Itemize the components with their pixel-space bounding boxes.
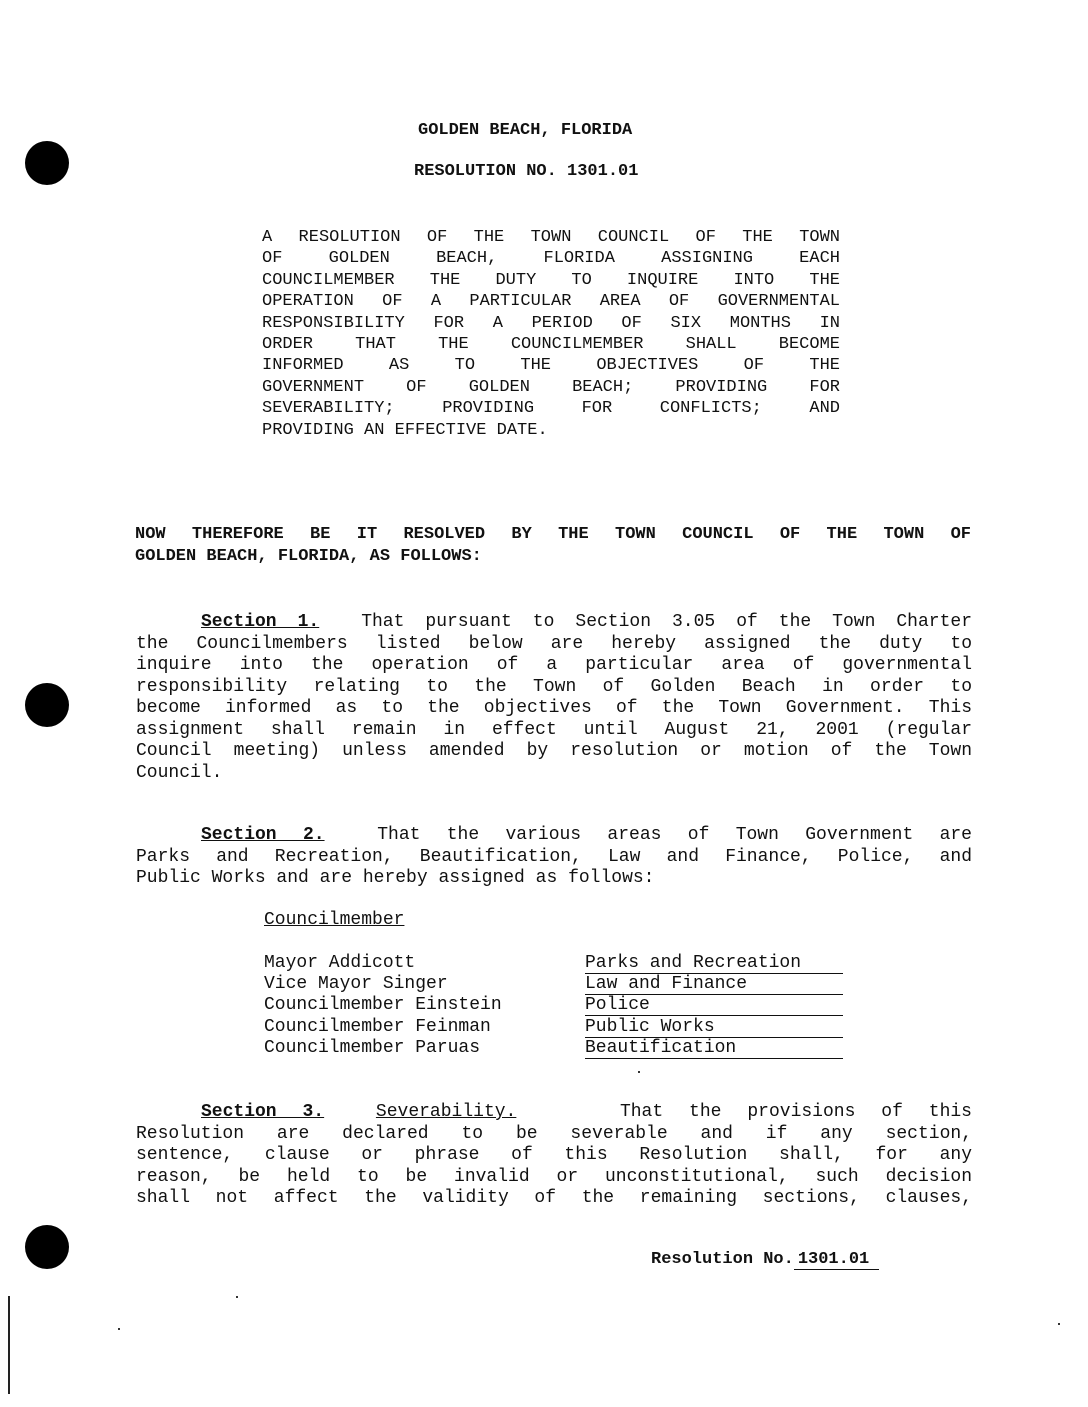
- resolution-abstract: [262, 227, 840, 441]
- section-3-line: reason, be held to be invalid or unconstitutional, such decision: [136, 1166, 972, 1187]
- scan-speck: [118, 1328, 120, 1330]
- assignment-member: Vice Mayor Singer: [264, 974, 448, 994]
- section-1-line: become informed as to the objectives of the Town Government. This: [136, 698, 972, 718]
- assignment-member: Councilmember Feinman: [264, 1017, 491, 1037]
- assignment-member: Mayor Addicott: [264, 953, 416, 973]
- assignment-member: Councilmember Paruas: [264, 1038, 481, 1058]
- assignment-area: Beautification: [585, 1038, 843, 1059]
- abstract-line: PROVIDING AN EFFECTIVE DATE.: [262, 420, 548, 440]
- assignment-area: Police: [585, 995, 843, 1016]
- punch-hole-bottom: [25, 1225, 69, 1269]
- section-2-heading: Section 2.: [201, 825, 325, 845]
- scan-speck: [236, 1296, 238, 1298]
- abstract-line: INFORMED AS TO THE OBJECTIVES OF THE: [262, 356, 840, 376]
- assignment-area: Law and Finance: [585, 974, 843, 995]
- section-3-first-line: [136, 1102, 972, 1124]
- section-1-line: Council.: [136, 762, 223, 783]
- abstract-line: OF GOLDEN BEACH, FLORIDA ASSIGNING EACH: [262, 249, 840, 269]
- abstract-line: RESPONSIBILITY FOR A PERIOD OF SIX MONTHS IN: [262, 313, 840, 333]
- assignment-member: Councilmember Einstein: [264, 995, 502, 1015]
- section-1-line: assignment shall remain in effect until August 21, 2001 (regular: [136, 719, 972, 740]
- abstract-line: GOVERNMENT OF GOLDEN BEACH; PROVIDING FOR: [262, 377, 840, 397]
- scan-edge-line: [8, 1296, 10, 1394]
- section-3-heading: Section 3.: [201, 1102, 325, 1122]
- councilmember-column-header: Councilmember: [264, 910, 405, 930]
- section-2-first-line: [136, 825, 972, 847]
- abstract-line: OPERATION OF A PARTICULAR AREA OF GOVERNMENTAL: [262, 292, 840, 312]
- footer-label: Resolution No.: [651, 1250, 794, 1269]
- section-1-heading: Section 1.: [201, 612, 320, 632]
- resolved-line: NOW THEREFORE BE IT RESOLVED BY THE TOWN COUNCIL OF THE TOWN OF: [135, 525, 971, 544]
- town-heading: GOLDEN BEACH, FLORIDA: [418, 121, 633, 140]
- resolved-line: GOLDEN BEACH, FLORIDA, AS FOLLOWS:: [135, 547, 482, 566]
- section-3-first-text: That the provisions of this: [619, 1102, 972, 1122]
- punch-hole-top: [25, 141, 69, 185]
- section-2: [136, 825, 972, 890]
- section-1-line: responsibility relating to the Town of Golden Beach in order to: [136, 676, 972, 697]
- abstract-line: A RESOLUTION OF THE TOWN COUNCIL OF THE TOWN: [262, 228, 840, 247]
- section-3-line: Resolution are declared to be severable and if any section,: [136, 1123, 972, 1144]
- section-3-subheading: Severability.: [375, 1102, 517, 1122]
- section-3: [136, 1102, 972, 1210]
- abstract-line: ORDER THAT THE COUNCILMEMBER SHALL BECOME: [262, 334, 840, 354]
- assignment-area: Parks and Recreation: [585, 953, 843, 974]
- footer-resolution-number: 1301.01: [794, 1251, 879, 1270]
- section-1-first-text: That pursuant to Section 3.05 of the Town Charter: [361, 612, 972, 632]
- section-1-line: inquire into the operation of a particular area of governmental: [136, 655, 972, 675]
- section-2-line: Public Works and are hereby assigned as follows:: [136, 868, 655, 888]
- section-1-line: Council meeting) unless amended by resolution or motion of the Town: [136, 741, 972, 761]
- scan-speck: [638, 1071, 640, 1073]
- section-3-line: shall not affect the validity of the remaining sections, clauses,: [136, 1188, 972, 1208]
- section-3-line: sentence, clause or phrase of this Resolution shall, for any: [136, 1145, 972, 1165]
- punch-hole-middle: [25, 683, 69, 727]
- section-2-line: Parks and Recreation, Beautification, Law and Finance, Police, and: [136, 846, 972, 867]
- section-1-first-line: [136, 612, 972, 634]
- section-3-heading-group: [201, 1102, 516, 1122]
- resolved-clause: [135, 524, 971, 568]
- scan-speck: [1058, 1323, 1060, 1325]
- resolution-heading: RESOLUTION NO. 1301.01: [414, 162, 639, 181]
- page-footer: [651, 1250, 879, 1270]
- assignment-area: Public Works: [585, 1017, 843, 1038]
- section-1: [136, 612, 972, 784]
- section-1-line: the Councilmembers listed below are hereby assigned the duty to: [136, 633, 972, 654]
- section-2-first-text: That the various areas of Town Government are: [377, 825, 972, 845]
- abstract-line: COUNCILMEMBER THE DUTY TO INQUIRE INTO THE: [262, 270, 840, 290]
- abstract-line: SEVERABILITY; PROVIDING FOR CONFLICTS; AND: [262, 399, 840, 419]
